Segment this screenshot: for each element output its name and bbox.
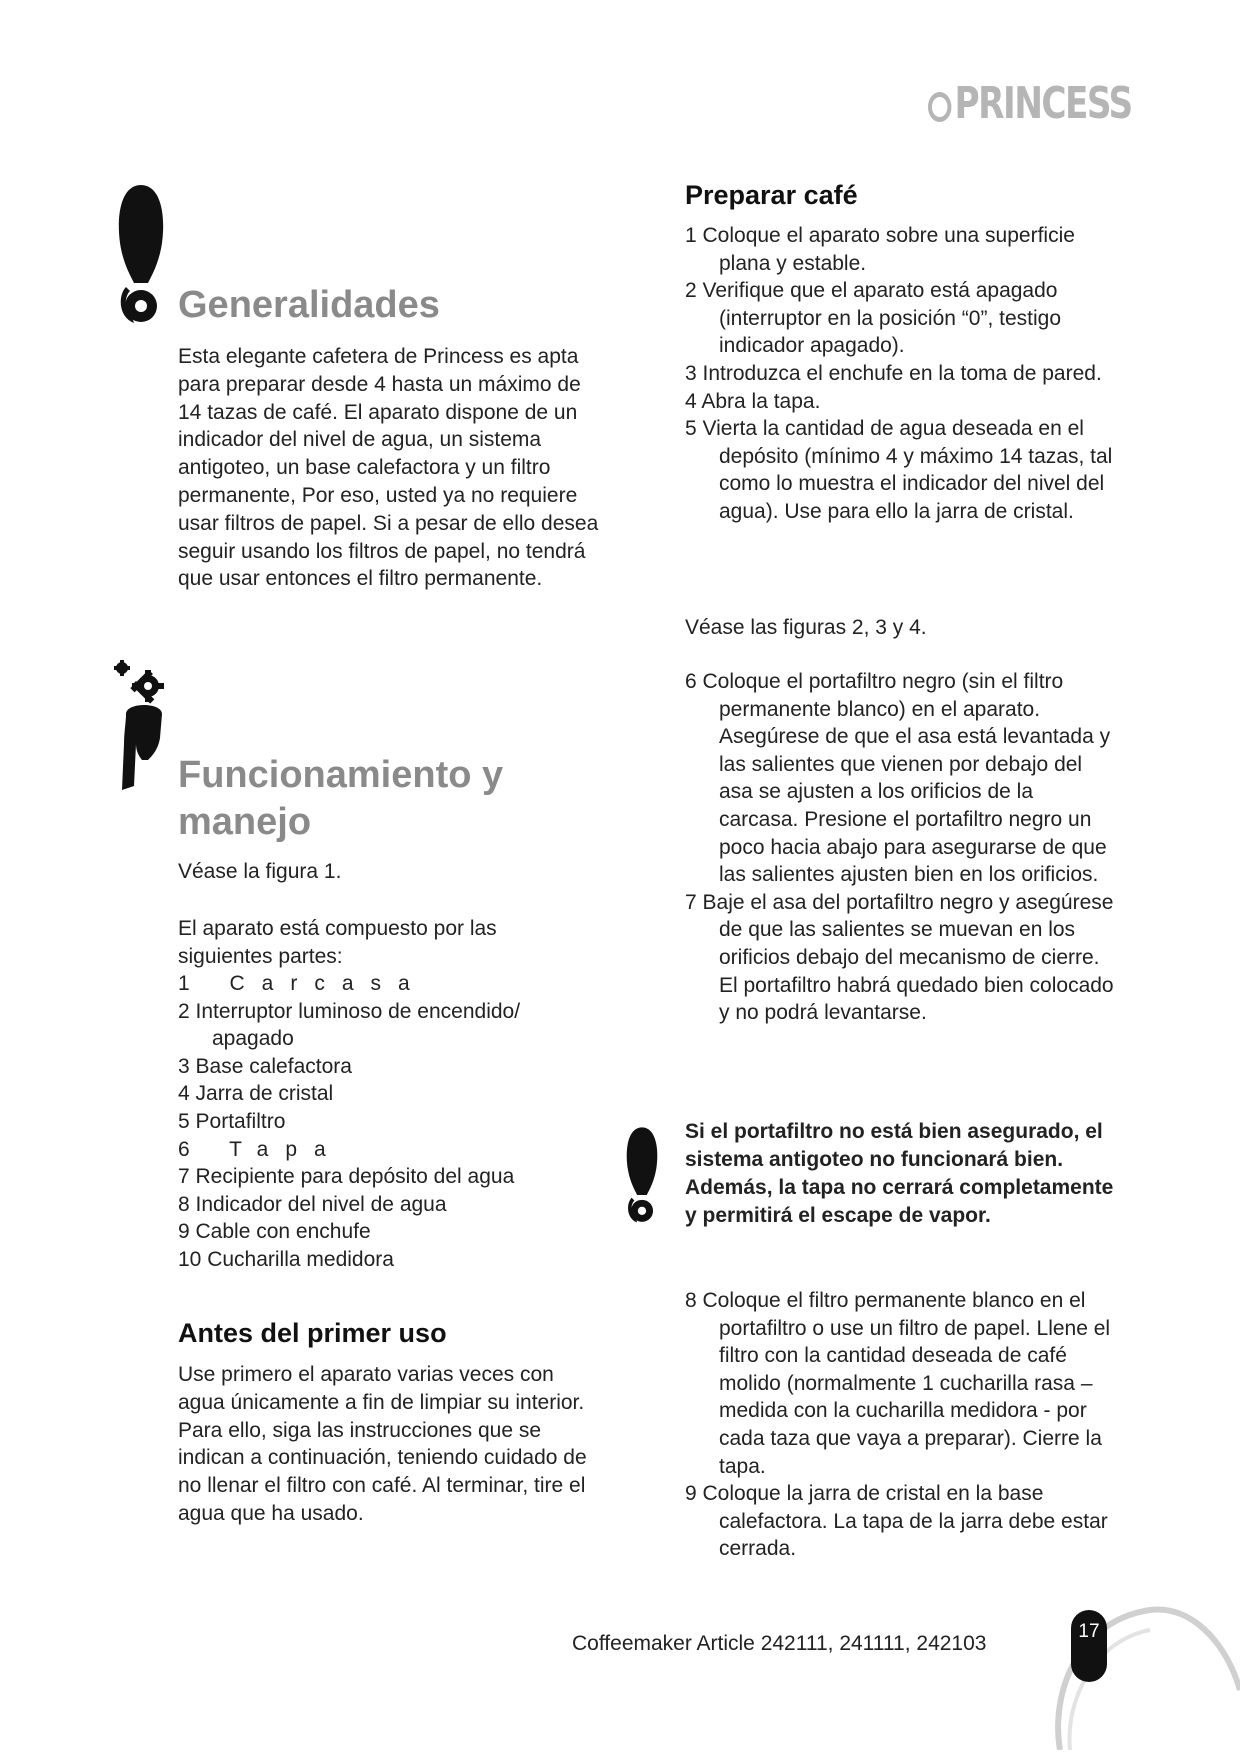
- generalidades-body: Esta elegante cafetera de Princess es apta para preparar desde 4 hasta un máximo de 14 tazas de café. El aparato dispone de un indicador del nivel de agua, un sistema antigoteo, un base calefactora y un filtro permanente, Por eso, usted ya no requiere usar filtros de papel. Si a pesar de ello desea seguir usando los filtros de papel, no tendrá que usar entonces el filtro permanente.: [178, 345, 599, 591]
- list-item: 9 Coloque la jarra de cristal en la base calefactora. La tapa de la jarra debe estar cerrada.: [685, 1482, 1108, 1561]
- list-item: 2 Interruptor luminoso de encendido/ apagado: [178, 999, 521, 1051]
- list-item: 3 Base calefactora: [178, 1054, 352, 1078]
- heading-antes-del-primer-uso: Antes del primer uso: [178, 1318, 447, 1348]
- operation-person-gear-icon: [112, 660, 172, 790]
- list-item: 10 Cucharilla medidora: [178, 1247, 394, 1271]
- footer-article: Coffeemaker Article 242111, 241111, 242103: [572, 1632, 987, 1655]
- warning-text: Si el portafiltro no está bien asegurado, el sistema antigoteo no funcionará bien. Además, la tapa no cerrará completamente y permitirá el escape de vapor.: [685, 1120, 1114, 1227]
- antes-body: Use primero el aparato varias veces con agua únicamente a fin de limpiar su interior. Para ello, siga las instrucciones que se indican a continuación, teniendo cuidado de no llenar el filtro con café. Al terminar, tire el agua que ha usado.: [178, 1363, 587, 1525]
- warning-exclamation-icon: [112, 183, 170, 325]
- steps-list-a: [685, 222, 1115, 526]
- logo-crown-icon: [928, 92, 951, 122]
- list-item: 8 Indicador del nivel de agua: [178, 1192, 447, 1216]
- list-item: 5 Portafiltro: [178, 1109, 286, 1133]
- list-item: 1 Coloque el aparato sobre una superficie plana y estable.: [685, 224, 1075, 275]
- heading-generalidades: Generalidades: [178, 284, 440, 326]
- page-number: 17: [1071, 1610, 1107, 1682]
- list-item: 6 Coloque el portafiltro negro (sin el filtro permanente blanco) en el aparato. Asegúrese de que el asa está levantada y las salientes que vienen por debajo del asa se ajusten a los orificios de la carcasa. Presione el portafiltro negro un poco hacia abajo para asegurarse de que las salientes ajusten bien en los orificios.: [685, 670, 1111, 887]
- list-item: 4 Jarra de cristal: [178, 1082, 334, 1106]
- princess-logo: PRINCESS: [928, 78, 1132, 129]
- see-figure-1: Véase la figura 1.: [178, 860, 342, 883]
- steps-list-c: [685, 1287, 1115, 1563]
- list-item: 2 Verifique que el aparato está apagado (interruptor en la posición “0”, testigo indicador apagado).: [685, 279, 1061, 358]
- list-item: 4 Abra la tapa.: [685, 389, 821, 413]
- steps-list-b: [685, 668, 1115, 1027]
- parts-intro: El aparato está compuesto por las siguientes partes:: [178, 917, 497, 968]
- parts-list: [178, 970, 598, 1274]
- list-item: 8 Coloque el filtro permanente blanco en el portafiltro o use un filtro de papel. Llene el filtro con la cantidad deseada de café molido (normalmente 1 cucharilla rasa – medida con la cucharilla medidora - por cada taza que vaya a preparar). Cierre la tapa.: [685, 1289, 1111, 1478]
- list-item: 6 Tapa: [178, 1137, 343, 1161]
- list-item: 9 Cable con enchufe: [178, 1220, 371, 1244]
- heading-preparar-cafe: Preparar café: [685, 180, 858, 210]
- see-figures-2-3-4: Véase las figuras 2, 3 y 4.: [685, 616, 927, 639]
- list-item: 7 Recipiente para depósito del agua: [178, 1165, 515, 1189]
- list-item: 5 Vierta la cantidad de agua deseada en el depósito (mínimo 4 y máximo 14 tazas, tal como lo muestra el indicador del nivel del agua). Use para ello la jarra de cristal.: [685, 417, 1113, 523]
- list-item: 3 Introduzca el enchufe en la toma de pared.: [685, 361, 1102, 385]
- corner-swoosh-icon: [1040, 1600, 1240, 1750]
- heading-funcionamiento: Funcionamiento y manejo: [178, 754, 504, 843]
- warning-exclamation-icon: [622, 1125, 662, 1225]
- list-item: 7 Baje el asa del portafiltro negro y asegúrese de que las salientes se muevan en los orificios debajo del mecanismo de cierre. El portafiltro habrá quedado bien colocado y no podrá levantarse.: [685, 890, 1114, 1025]
- list-item: 1 Carcasa: [178, 972, 427, 995]
